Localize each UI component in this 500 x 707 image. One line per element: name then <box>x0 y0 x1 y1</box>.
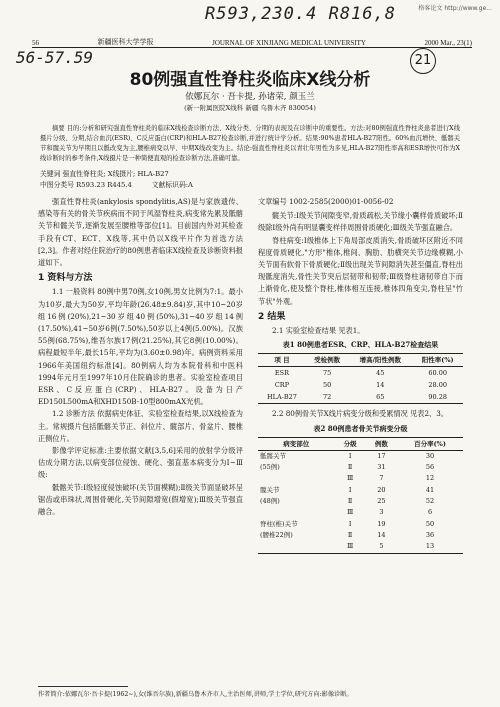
table-cell: Ⅲ <box>347 474 354 483</box>
document-code: 文献标识码:A <box>151 181 193 189</box>
table-cell <box>258 541 335 553</box>
table-cell: HLA-B27 <box>266 393 297 402</box>
journal-name-cn: 新疆医科大学学报 <box>97 38 154 46</box>
right-column <box>258 196 463 558</box>
corner-watermark: 格客论文 http://www.ge... <box>418 5 492 12</box>
table-cell: 45 <box>376 369 385 378</box>
table-cell: 60.00 <box>428 369 447 378</box>
table2-header: 病变部位 <box>283 439 310 448</box>
author-affiliation: (新一附属医院X线科 新疆 乌鲁木齐 830054) <box>184 104 316 112</box>
table-cell: (48例) <box>260 497 280 506</box>
table-cell: 14 <box>377 530 386 539</box>
table-cell: (55例) <box>260 463 280 472</box>
table-cell: Ⅲ <box>347 542 354 551</box>
journal-name-en: JOURNAL OF XINJIANG MEDICAL UNIVERSITY <box>212 39 366 47</box>
table-cell: CRP <box>274 381 290 390</box>
table-cell: 52 <box>425 497 435 506</box>
table-cell <box>258 473 335 484</box>
xray-results-paragraph: 2.2 80例骨关节X线片病变分级和受累情况 见表2、3。 <box>272 409 448 419</box>
table-cell: 25 <box>377 497 386 506</box>
table-row <box>258 462 463 473</box>
abstract: 摘要 目的:分析和研究强直性脊柱炎的临床X线检查诊断方法、X线分类、分期的表现及在诊断中的重要性。方法:对80例强直性脊柱炎患者进行X线摄片分级、分期,结合血沉(ESR)、C反应蛋白(CRP)和HLA-B27检查诊断,并进行统计学分析。结果:90%患者HLA-B27阳性。60%血沉增快、骶髂关节和髋关节为早期且以骶改变为主,腰椎病变以早、中期X线改变为主。结论:强直性脊柱炎以青壮年男性为多见,HLA-B27阳性率高和ESR增快可作为X线诊断时的参考条件,X线摄片是一种简便直观的检查诊断方法,准确可靠。 <box>40 125 460 162</box>
table2-header: 例数 <box>374 439 388 448</box>
table-lesion-grading <box>258 423 463 554</box>
table-cell: Ⅰ <box>348 451 352 460</box>
table-cell: 28.00 <box>428 381 447 390</box>
table-cell: Ⅰ <box>348 519 352 528</box>
handwritten-page-range: 56-57.59 <box>16 48 94 67</box>
author-footnote: 作者简介:依娜瓦尔·吾卡提(1962~),女(维吾尔族),新疆乌鲁木齐市人,主治医师,讲师,学士学位,研究方向:影像诊断。 <box>38 691 353 698</box>
page-number: 56 <box>32 39 39 47</box>
table-row <box>258 391 463 404</box>
table-row <box>258 530 463 541</box>
table-cell: 5 <box>379 542 384 551</box>
table-cell: Ⅱ <box>347 530 353 539</box>
table-cell: 14 <box>376 381 385 390</box>
table1-header: 受检例数 <box>314 356 341 365</box>
table-cell: 13 <box>425 542 435 551</box>
section-heading-results: 2 结果 <box>258 311 286 322</box>
article-authors: 依娜瓦尔 · 吾卡提, 孙诸荣, 颜玉兰 <box>185 92 315 102</box>
table-cell: Ⅱ <box>347 497 353 506</box>
left-column <box>38 196 243 518</box>
table-row <box>258 367 463 380</box>
running-header <box>32 35 472 48</box>
sacroiliac-grading-paragraph: 骶髂关节:Ⅰ级轻度侵蚀破坏(关节面模糊);Ⅱ级关节面显破坏呈锯齿或串珠状,周围骨硬化,关节间隙增宽(假增宽);Ⅲ级关节强直融合。 <box>38 482 243 517</box>
journal-issue: 2000 Mar., 23(1) <box>424 39 472 47</box>
intro-paragraph: 强直性脊柱炎(ankylosis spondylitis,AS)是与家族遗传、感染等有关的骨关节疾病而不同于风湿脊柱炎,病变常先累及骶髂关节和髋关节,逐渐发展至腰椎等部位[1]。目前国内外对其检查手段有CT、ECT、X线等,其中仍以X线平片作为首选方法[2,3]。作者对经住院治疗的80例患者临床X线检查及诊断资料报道如下。 <box>38 197 243 268</box>
table-cell: Ⅲ <box>347 508 354 517</box>
criteria-paragraph: 影像学评定标准:主要依据文献[3,5,6]采用的放射学分级评估成分期方法,以病变部位侵蚀、硬化、强直基本病变分为Ⅰ~Ⅲ级: <box>38 446 243 480</box>
table1-header: 阳性率(%) <box>421 356 454 365</box>
footnote-divider <box>38 686 128 687</box>
table-cell: 72 <box>322 393 332 402</box>
table-row <box>258 473 463 484</box>
table-cell: 6 <box>427 508 433 517</box>
table-cell: ESR <box>274 369 289 378</box>
hip-grading-paragraph: 髋关节:Ⅰ级关节间隙变窄,骨质疏松,关节缘小囊样骨质破坏;Ⅱ级除Ⅰ级外尚有明显囊变样伴周围骨质硬化;Ⅲ级关节强直融合。 <box>258 211 463 233</box>
table2-header: 百分率(%) <box>414 439 446 448</box>
article-id: 文章编号 1002-2585(2000)01-0056-02 <box>258 197 394 206</box>
table-cell: Ⅰ <box>348 485 352 494</box>
table-cell: 56 <box>425 463 435 472</box>
general-data-paragraph: 1.1 一般资料 80例中男70例,女10例,男女比例为7:1。最小为10岁,最大为50岁,平均年龄(26.48±9.84)岁,其中10~20岁组16例(20%),21~30岁组40例(50%),31~40岁组14例(17.50%),41~50岁6例(7.50%),50岁以上4例(5.00%)。汉族55例(68.75%),维吾尔族17例(21.25%),其它8例(10.00%)。病程最短半年,最长15年,平均为(3.60±0.98)年。病例资料采用1966年美国纽约标准[4]。80例病人均为本院骨科和中医科1994年元月至1997年10月住院确诊的患者。实验室检查项目ESR、C反应蛋白(CRP)、HLA-B27。设备为日产ED150L500mA和XHD150B-10型800mAX光机。 <box>38 287 243 407</box>
table-cell <box>258 507 335 518</box>
table-cell: (腰椎22例) <box>260 530 293 539</box>
spine-grading-paragraph: 脊柱病变:Ⅰ级椎体上下角局部皮质消失,骨质破坏区附近不同程度骨质硬化,"方形"椎体,椎间、胸肋、肋横突关节边缘模糊,小关节面有软骨下骨质硬化;Ⅱ级出现关节间隙消失甚至僵直,脊柱出现骶度消失,骨性关节突后层韧带和韧带;Ⅲ级脊柱诸韧带自下而上渐骨化,使及整个脊柱,椎体相互连接,椎体四角变尖,脊柱呈"竹节状"外观。 <box>258 235 463 306</box>
table-cell: 3 <box>379 508 384 517</box>
keywords: 关键词 强直性脊柱炎; X线摄片; HLA-B27 <box>40 170 169 178</box>
table1-caption: 表1 80例患者ESR、CRP、HLA-B27检查结果 <box>282 340 439 350</box>
table-row <box>258 379 463 391</box>
table-lab-results <box>258 339 463 404</box>
table-row <box>258 450 463 462</box>
table-cell: 90.28 <box>428 393 447 402</box>
classification-line <box>40 179 460 189</box>
table-cell: 7 <box>379 474 384 483</box>
table-cell: 41 <box>425 485 435 494</box>
table2-caption: 表2 80例患者骨关节病变分级 <box>313 423 408 433</box>
table-row <box>258 485 463 496</box>
table-cell: 髋关节 <box>260 485 280 494</box>
table-cell: 31 <box>377 463 386 472</box>
clc-number: 中图分类号 R593.23 R445.4 <box>40 181 132 189</box>
table-cell: 12 <box>425 474 435 483</box>
table-cell: 脊柱(椎)关节 <box>260 519 298 528</box>
table-cell: 75 <box>322 369 332 378</box>
table-cell: 骶髂关节 <box>260 451 286 460</box>
circled-number-stamp: 21 <box>410 48 436 74</box>
table-row <box>258 519 463 530</box>
handwritten-call-number: R593,230.4 R816,8 <box>205 4 396 24</box>
article-title: 80例强直性脊柱炎临床X线分析 <box>129 70 371 90</box>
table-cell: 20 <box>377 485 386 494</box>
table-cell: 65 <box>376 393 385 402</box>
table-row <box>258 541 463 553</box>
table-cell: 50 <box>322 381 332 390</box>
section-heading-methods: 1 资料与方法 <box>38 273 93 284</box>
table-row <box>258 507 463 518</box>
table-cell: 50 <box>425 519 435 528</box>
table-cell: 19 <box>377 519 386 528</box>
table-row <box>258 496 463 507</box>
table1-header: 增高/阳性例数 <box>359 356 401 365</box>
table-cell: Ⅱ <box>347 463 353 472</box>
table-cell: 17 <box>377 451 386 460</box>
lab-results-paragraph: 2.1 实验室检查结果 见表1。 <box>272 326 365 336</box>
diagnosis-method-paragraph: 1.2 诊断方法 依据病史体征、实验室检查结果,以X线检查为主。常规摄片包括骶髂关节正、斜位片、髋部片、骨盆片、腰椎正侧位片。 <box>38 409 243 443</box>
table-cell: 36 <box>425 530 435 539</box>
table-cell: 30 <box>425 451 435 460</box>
table1-header: 项 目 <box>274 356 290 365</box>
table2-header: 分级 <box>343 439 357 448</box>
